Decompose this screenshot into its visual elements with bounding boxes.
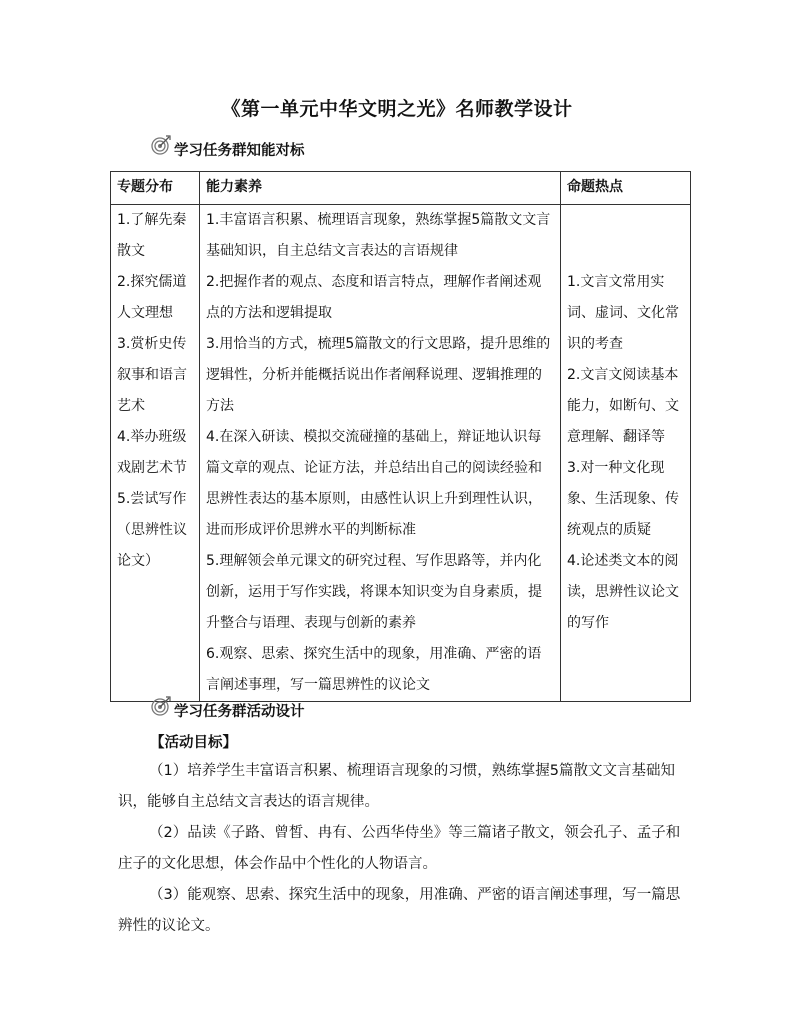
section-heading-activity [150,699,305,721]
goal-text: （3）能观察、思索、探究生活中的现象，用准确、严密的语言阐述事理，写一篇思辨性的议论文。 [118,887,681,934]
hotspots-cell [561,205,691,702]
ability-item: 1.丰富语言积累、梳理语言现象，熟练掌握5篇散文文言基础知识，自主总结文言表达的言语规律 [206,212,551,259]
target-icon [150,134,172,156]
topic-item: 4.举办班级戏剧艺术节 [117,429,187,476]
header-topics: 专题分布 [111,172,200,205]
topic-item: 2.探究儒道人文理想 [117,274,187,321]
topics-cell [111,205,200,702]
goal-paragraph [118,880,688,942]
table-header-row [111,172,691,205]
ability-item: 6.观察、思索、探究生活中的现象，用准确、严密的语言阐述事理，写一篇思辨性的议论文 [206,646,542,693]
goal-paragraph [118,818,688,880]
document-title: 《第一单元中华文明之光》名师教学设计 [221,98,573,120]
hotspot-item: 1.文言文常用实词、虚词、文化常识的考查 [567,274,679,352]
ability-item: 5.理解领会单元课文的研究过程、写作思路等，并内化创新，运用于写作实践，将课本知识变为自身素质，提升整合与语理、表现与创新的素养 [206,553,542,631]
abilities-cell [200,205,561,702]
table-row [111,205,691,702]
hotspot-item: 3.对一种文化现象、生活现象、传统观点的质疑 [567,460,679,538]
ability-item: 3.用恰当的方式，梳理5篇散文的行文思路，提升思维的逻辑性，分析并能概括说出作者阐释说理、逻辑推理的方法 [206,336,551,414]
hotspot-item: 4.论述类文本的阅读，思辨性议论文的写作 [567,553,679,631]
topic-item: 1.了解先秦散文 [117,212,187,259]
ability-item: 2.把握作者的观点、态度和语言特点，理解作者阐述观点的方法和逻辑提取 [206,274,542,321]
section-heading-benchmark [150,138,305,160]
goal-paragraph [118,756,688,818]
goal-text: （1）培养学生丰富语言积累、梳理语言现象的习惯，熟练掌握5篇散文文言基础知识，能够自主总结文言表达的语言规律。 [118,763,675,810]
header-abilities: 能力素养 [200,172,561,205]
header-hotspots: 命题热点 [561,172,691,205]
section-heading-label: 学习任务群活动设计 [174,703,305,720]
target-icon [150,695,172,717]
benchmark-table [110,171,691,702]
hotspot-item: 2.文言文阅读基本能力，如断句、文意理解、翻译等 [567,367,679,445]
topic-item: 3.赏析史传叙事和语言艺术 [117,336,187,414]
section-heading-label: 学习任务群知能对标 [174,142,305,159]
topic-item: 5.尝试写作（思辨性议论文） [117,491,187,569]
goal-text: （2）品读《子路、曾皙、冉有、公西华侍坐》等三篇诸子散文，领会孔子、孟子和庄子的文化思想，体会作品中个性化的人物语言。 [118,825,681,872]
ability-item: 4.在深入研读、模拟交流碰撞的基础上，辩证地认识每篇文章的观点、论证方法，并总结出自己的阅读经验和思辨性表达的基本原则，由感性认识上升到理性认识，进而形成评价思辨水平的判断标准 [206,429,542,538]
activity-goals-heading: 【活动目标】 [150,735,237,751]
